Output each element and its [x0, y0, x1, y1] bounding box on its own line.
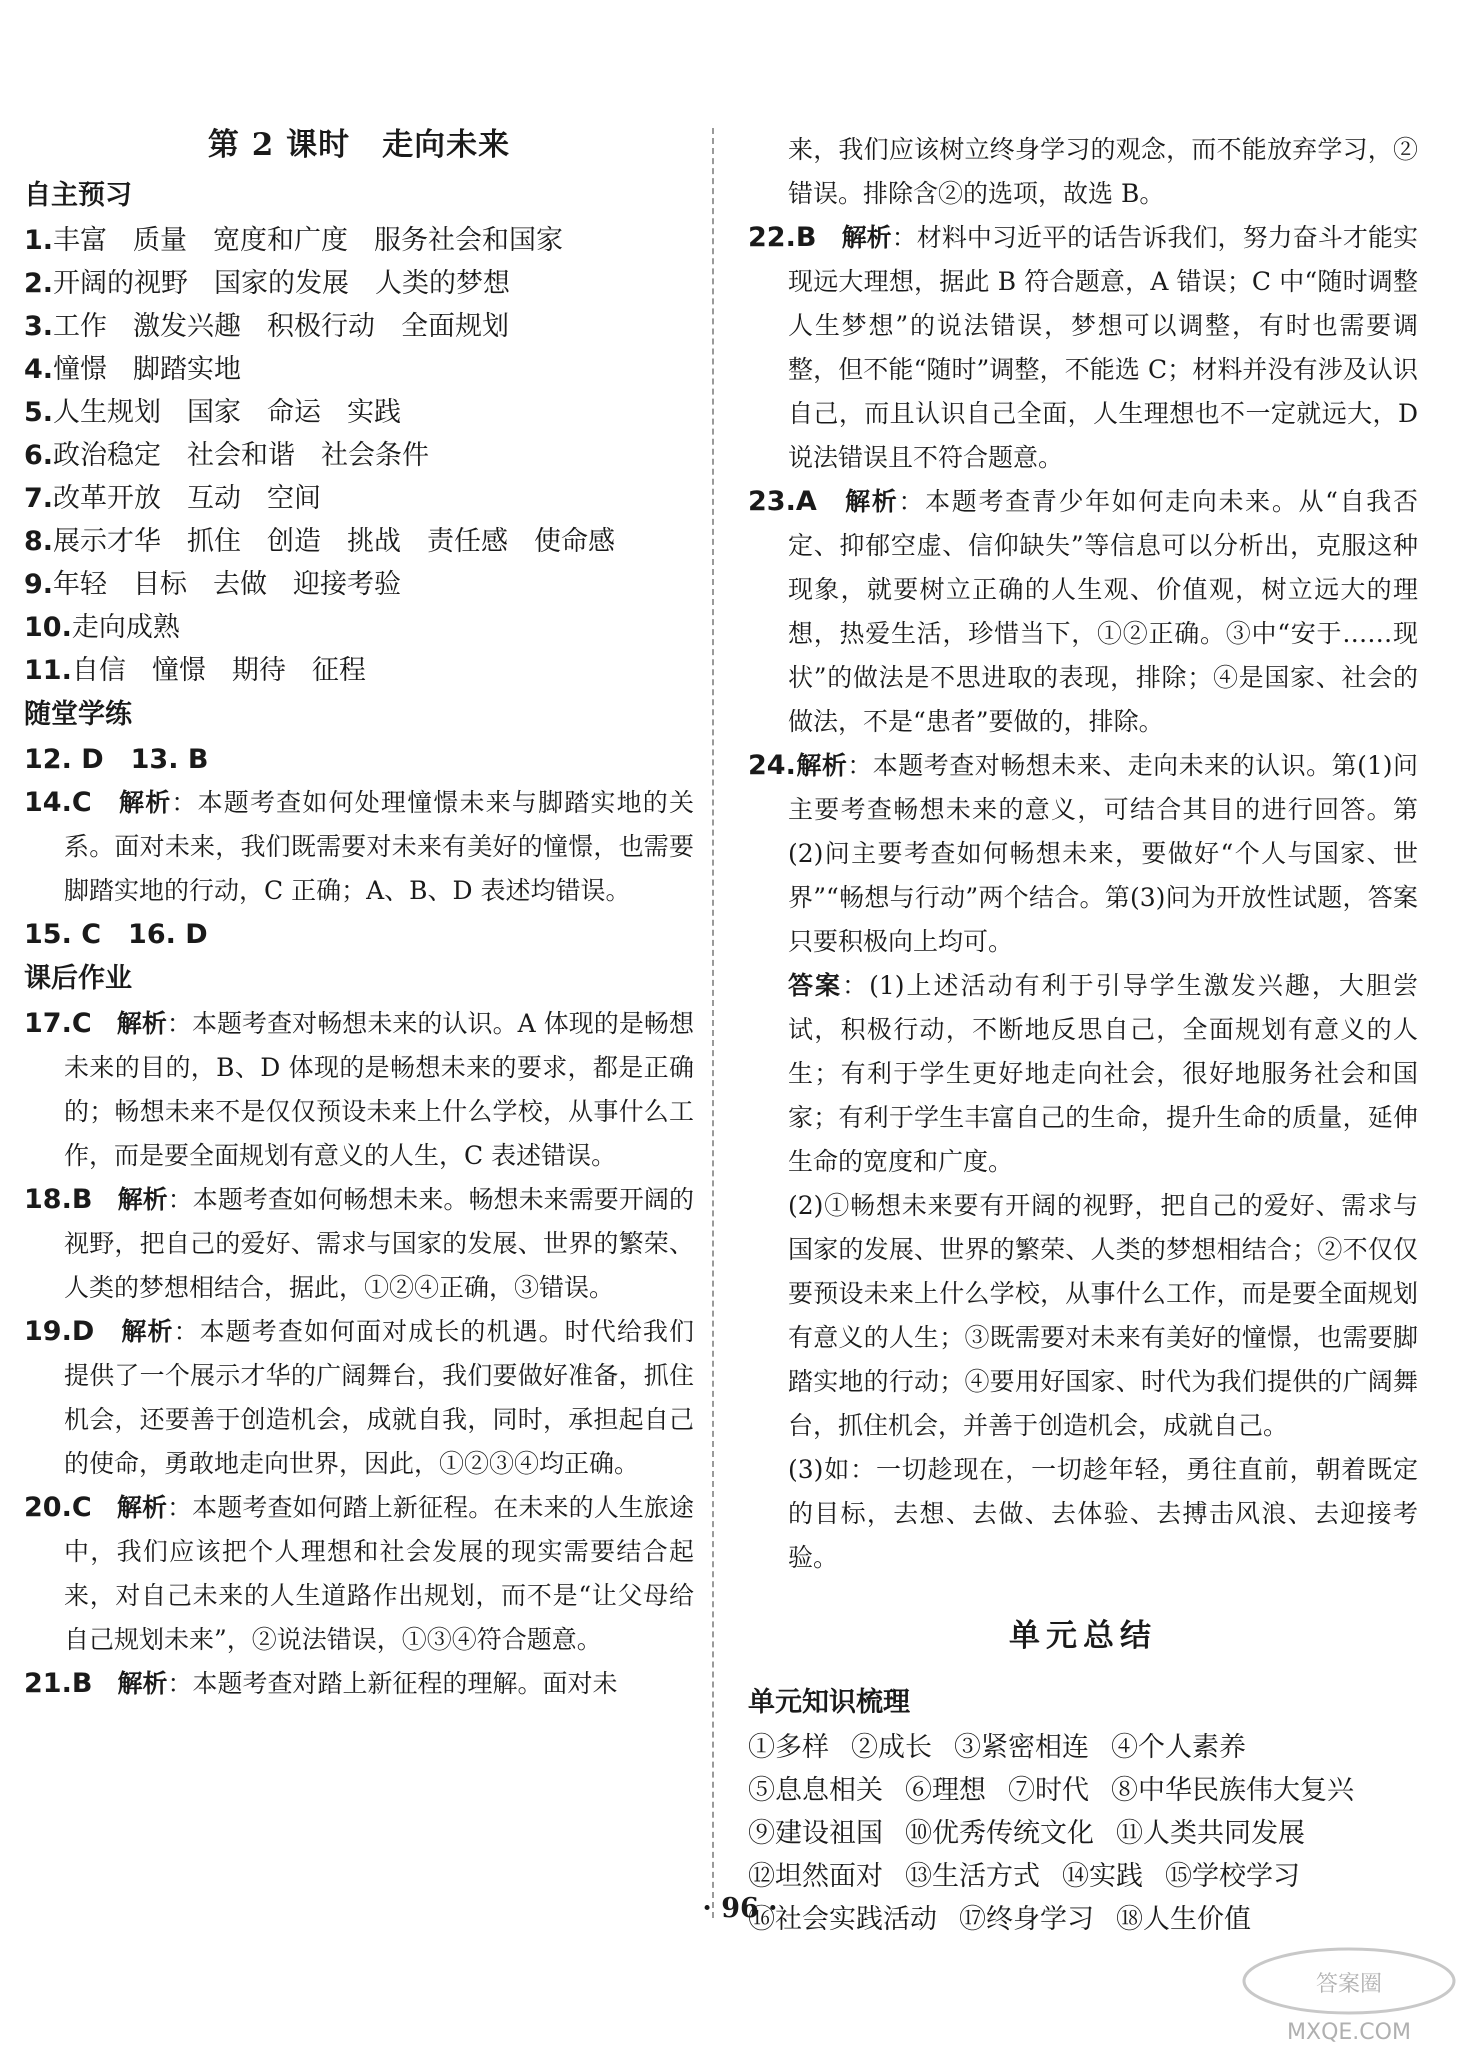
- question-21-continued: 来，我们应该树立终身学习的观念，而不能放弃学习，②错误。排除含②的选项，故选 B。: [788, 135, 1418, 208]
- practice-short-answers: 12. D 13. B: [24, 744, 209, 775]
- preview-item: [24, 391, 694, 434]
- knowledge-point: ⑧中华民族伟大复兴: [1111, 1775, 1354, 1806]
- knowledge-point: ⑮学校学习: [1165, 1861, 1300, 1892]
- question-14: 14.C 解析：本题考查如何处理憧憬未来与脚踏实地的关系。面对未来，我们既需要对未来有美好的憧憬，也需要脚踏实地的行动，C 正确；A、B、D 表述均错误。: [24, 787, 694, 905]
- preview-answer-word: 展示才华: [53, 526, 162, 557]
- preview-item: [24, 348, 694, 391]
- preview-answer-word: 命运: [267, 397, 322, 428]
- preview-answer-word: 期待: [231, 655, 286, 686]
- preview-item: [24, 477, 694, 520]
- preview-answer-word: 挑战: [347, 526, 402, 557]
- knowledge-point: ①多样: [748, 1732, 829, 1763]
- knowledge-point: ⑪人类共同发展: [1116, 1818, 1305, 1849]
- preview-answer-word: 走向成熟: [71, 612, 180, 643]
- question-23: 23.A 解析：本题考查青少年如何走向未来。从“自我否定、抑郁空虚、信仰缺失”等信息可以分析出，克服这种现象，就要树立正确的人生观、价值观，树立远大的理想，热爱生活，珍惜当下，①②正确。③中“安于……现状”的做法是不思进取的表现，排除；④是国家、社会的做法，不是“患者”要做的，排除。: [748, 486, 1418, 736]
- preview-item-number: 6.: [24, 440, 54, 471]
- preview-item-number: 1.: [24, 225, 54, 256]
- preview-item: [24, 649, 694, 692]
- left-column: [24, 125, 694, 1706]
- question-18: 18.B 解析：本题考查如何畅想未来。畅想未来需要开阔的视野，把自己的爱好、需求与国家的发展、世界的繁荣、人类的梦想相结合，据此，①②④正确，③错误。: [24, 1184, 694, 1302]
- preview-answer-word: 实践: [347, 397, 402, 428]
- preview-answer-word: 憧憬: [53, 354, 108, 385]
- knowledge-point: ⑤息息相关: [748, 1775, 883, 1806]
- svg-text:答案圈: 答案圈: [1315, 1972, 1383, 1997]
- knowledge-point: ⑩优秀传统文化: [905, 1818, 1094, 1849]
- preview-answer-word: 自信: [71, 655, 126, 686]
- question-22: 22.B 解析：材料中习近平的话告诉我们，努力奋斗才能实现远大理想，据此 B 符合题意，A 错误；C 中“随时调整人生梦想”的说法错误，梦想可以调整，有时也需要调整，但不能“随时”调整，不能选 C；材料并没有涉及认识自己，而且认识自己全面，人生理想也不一定就远大，D 说法错误且不符合题意。: [748, 222, 1418, 472]
- knowledge-point: ②成长: [851, 1732, 932, 1763]
- knowledge-point-row: [748, 1726, 1418, 1769]
- question-17: 17.C 解析：本题考查对畅想未来的认识。A 体现的是畅想未来的目的，B、D 体现的是畅想未来的要求，都是正确的；畅想未来不是仅仅预设未来上什么学校，从事什么工作，而是要全面规划有意义的人生，C 表述错误。: [24, 1008, 694, 1170]
- knowledge-point-row: [748, 1769, 1418, 1812]
- preview-item: [24, 563, 694, 606]
- preview-answer-word: 服务社会和国家: [374, 225, 564, 256]
- preview-answer-word: 创造: [267, 526, 322, 557]
- preview-answer-word: 互动: [187, 483, 242, 514]
- summary-subtitle: 单元知识梳理: [748, 1687, 910, 1718]
- knowledge-point: ⑱人生价值: [1116, 1904, 1251, 1935]
- section-homework: 课后作业: [24, 963, 132, 994]
- watermark-logo: [1224, 1941, 1474, 2051]
- preview-item-number: 10.: [24, 612, 72, 643]
- preview-answer-word: 人生规划: [53, 397, 162, 428]
- section-practice: 随堂学练: [24, 699, 132, 730]
- preview-item: [24, 305, 694, 348]
- preview-answer-word: 政治稳定: [53, 440, 162, 471]
- preview-item: [24, 262, 694, 305]
- preview-answer-word: 责任感: [427, 526, 509, 557]
- question-20: 20.C 解析：本题考查如何踏上新征程。在未来的人生旅途中，我们应该把个人理想和社会发展的现实需要结合起来，对自己未来的人生道路作出规划，而不是“让父母给自己规划未来”，②说法错误，①③④符合题意。: [24, 1492, 694, 1654]
- preview-answer-word: 改革开放: [53, 483, 162, 514]
- preview-answer-word: 全面规划: [401, 311, 510, 342]
- preview-answer-word: 年轻: [53, 569, 108, 600]
- question-19: 19.D 解析：本题考查如何面对成长的机遇。时代给我们提供了一个展示才华的广阔舞台，我们要做好准备，抓住机会，还要善于创造机会，成就自我，同时，承担起自己的使命，勇敢地走向世界，因此，①②③④均正确。: [24, 1316, 694, 1478]
- knowledge-point: ③紧密相连: [954, 1732, 1089, 1763]
- right-column: [748, 128, 1418, 1941]
- question-24-answer-2: (2)①畅想未来要有开阔的视野，把自己的爱好、需求与国家的发展、世界的繁荣、人类的梦想相结合；②不仅仅要预设未来上什么学校，从事什么工作，而是要全面规划有意义的人生；③既需要对未来有美好的憧憬，也需要脚踏实地的行动；④要用好国家、时代为我们提供的广阔舞台，抓住机会，并善于创造机会，成就自己。: [788, 1191, 1418, 1440]
- preview-item-number: 8.: [24, 526, 54, 557]
- preview-answer-word: 国家的发展: [214, 268, 350, 299]
- lesson-title: 第 2 课时 走向未来: [207, 127, 511, 163]
- preview-answer-word: 国家: [187, 397, 242, 428]
- preview-answer-word: 去做: [213, 569, 268, 600]
- knowledge-point: ⑯社会实践活动: [748, 1904, 937, 1935]
- question-24-answer-3: (3)如：一切趁现在，一切趁年轻，勇往直前，朝着既定的目标，去想、去做、去体验、去搏击风浪、去迎接考验。: [788, 1455, 1418, 1572]
- preview-answer-word: 脚踏实地: [133, 354, 242, 385]
- knowledge-point: ⑰终身学习: [959, 1904, 1094, 1935]
- preview-item-number: 3.: [24, 311, 54, 342]
- knowledge-point: ⑬生活方式: [905, 1861, 1040, 1892]
- preview-item-number: 5.: [24, 397, 54, 428]
- knowledge-point: ⑭实践: [1062, 1861, 1143, 1892]
- preview-answer-word: 丰富: [53, 225, 108, 256]
- question-24-answer-1: 答案：(1)上述活动有利于引导学生激发兴趣，大胆尝试，积极行动，不断地反思自己，全面规划有意义的人生；有利于学生更好地走向社会，很好地服务社会和国家；有利于学生丰富自己的生命，提升生命的质量，延伸生命的宽度和广度。: [788, 971, 1418, 1176]
- preview-answer-word: 工作: [53, 311, 108, 342]
- summary-title: 单元总结: [1009, 1618, 1157, 1654]
- knowledge-point: ⑥理想: [905, 1775, 986, 1806]
- preview-item-number: 4.: [24, 354, 54, 385]
- column-divider: [712, 128, 714, 1918]
- practice-short-answers-2: 15. C 16. D: [24, 919, 208, 950]
- preview-answer-word: 积极行动: [267, 311, 376, 342]
- preview-answer-word: 抓住: [187, 526, 242, 557]
- question-24: 24.解析：本题考查对畅想未来、走向未来的认识。第(1)问主要考查畅想未来的意义，可结合其目的进行回答。第(2)问主要考查如何畅想未来，要做好“个人与国家、世界”“畅想与行动”两个结合。第(3)问为开放性试题，答案只要积极向上均可。: [748, 750, 1418, 956]
- preview-answer-word: 人类的梦想: [375, 268, 511, 299]
- preview-answer-word: 使命感: [534, 526, 616, 557]
- knowledge-point: ④个人素养: [1111, 1732, 1246, 1763]
- knowledge-point: ⑨建设祖国: [748, 1818, 883, 1849]
- preview-answer-word: 开阔的视野: [53, 268, 189, 299]
- preview-answer-word: 宽度和广度: [213, 225, 349, 256]
- preview-answer-word: 社会条件: [321, 440, 430, 471]
- preview-answer-word: 激发兴趣: [133, 311, 242, 342]
- preview-answer-word: 憧憬: [151, 655, 206, 686]
- preview-item-number: 7.: [24, 483, 54, 514]
- knowledge-point: ⑦时代: [1008, 1775, 1089, 1806]
- knowledge-point: ⑫坦然面对: [748, 1861, 883, 1892]
- preview-answer-word: 空间: [267, 483, 322, 514]
- preview-answer-word: 社会和谐: [187, 440, 296, 471]
- svg-text:MXQE.COM: MXQE.COM: [1287, 2020, 1411, 2045]
- knowledge-point-row: [748, 1812, 1418, 1855]
- section-preview: 自主预习: [24, 180, 132, 211]
- knowledge-point-row: [748, 1855, 1418, 1898]
- preview-answer-word: 目标: [133, 569, 188, 600]
- preview-item: [24, 520, 694, 563]
- preview-item-number: 11.: [24, 655, 72, 686]
- preview-item: [24, 219, 694, 262]
- preview-item: [24, 606, 694, 649]
- preview-item-number: 2.: [24, 268, 54, 299]
- preview-item-number: 9.: [24, 569, 54, 600]
- page-number: · 96 ·: [702, 1893, 778, 1924]
- preview-item: [24, 434, 694, 477]
- preview-list: [24, 219, 694, 692]
- preview-answer-word: 质量: [133, 225, 188, 256]
- preview-answer-word: 征程: [311, 655, 366, 686]
- preview-answer-word: 迎接考验: [293, 569, 402, 600]
- question-21: 21.B 解析：本题考查对踏上新征程的理解。面对未: [24, 1668, 618, 1699]
